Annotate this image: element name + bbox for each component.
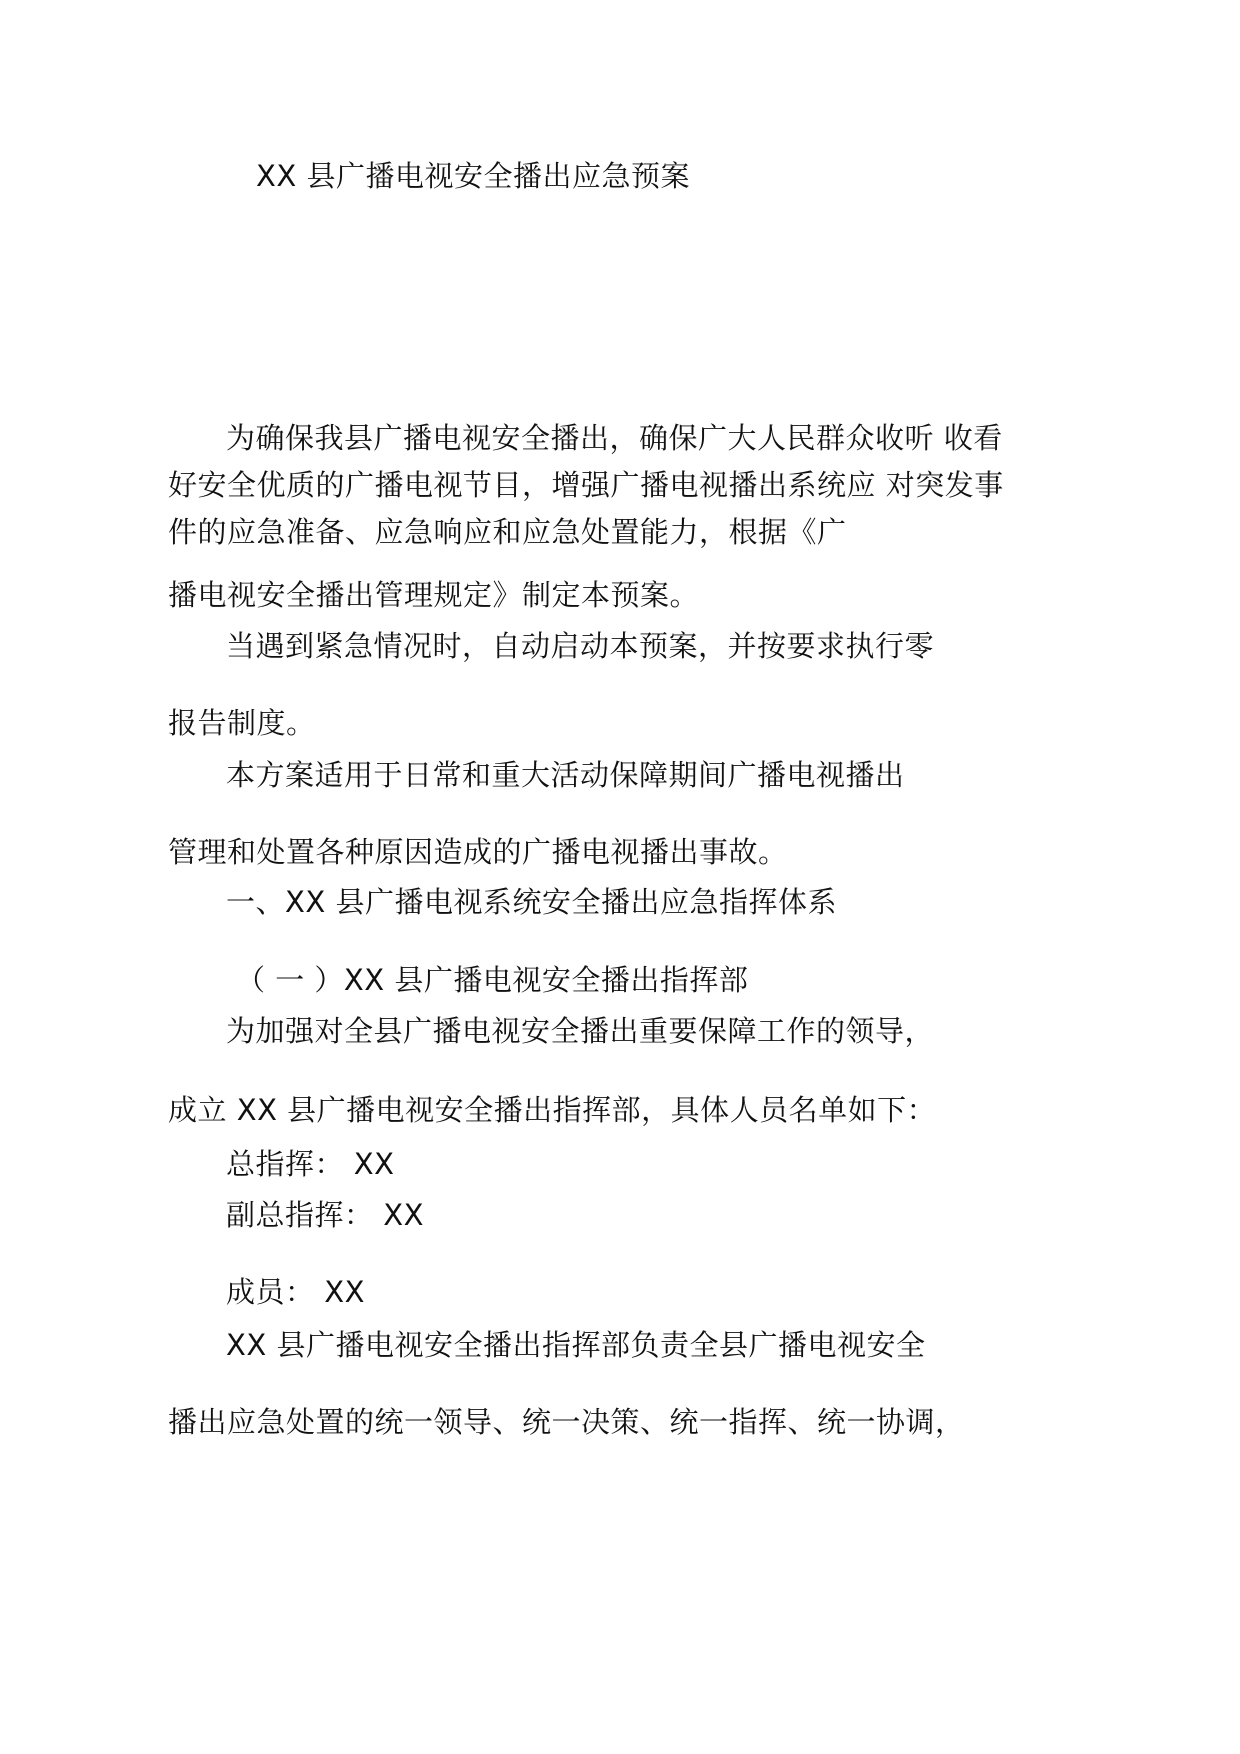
- intro-line-1: 为确保我县广播电视安全播出，确保广大人民群众收听 收看: [226, 421, 1003, 455]
- scope-line-2: 管理和处置各种原因造成的广播电视播出事故。: [168, 835, 788, 869]
- commander-line: 总指挥： XX: [226, 1147, 395, 1181]
- duty-line-2: 播出应急处置的统一领导、统一决策、统一指挥、统一协调，: [168, 1405, 965, 1439]
- section-1-heading: 一、XX 县广播电视系统安全播出应急指挥体系: [226, 885, 837, 919]
- scope-line-1: 本方案适用于日常和重大活动保障期间广播电视播出: [226, 758, 905, 792]
- emergency-line-1: 当遇到紧急情况时，自动启动本预案，并按要求执行零: [226, 629, 935, 663]
- leadership-line-2: 成立 XX 县广播电视安全播出指挥部，具体人员名单如下：: [168, 1093, 937, 1127]
- intro-line-4: 播电视安全播出管理规定》制定本预案。: [168, 578, 700, 612]
- duty-line-1: XX 县广播电视安全播出指挥部负责全县广播电视安全: [226, 1328, 926, 1362]
- subsection-1-heading: （ 一 ）XX 县广播电视安全播出指挥部: [236, 963, 749, 997]
- deputy-commander-line: 副总指挥： XX: [226, 1198, 424, 1232]
- intro-line-3: 件的应急准备、应急响应和应急处置能力，根据《广: [168, 515, 847, 549]
- emergency-line-2: 报告制度。: [168, 706, 316, 740]
- members-line: 成员： XX: [226, 1275, 365, 1309]
- leadership-line-1: 为加强对全县广播电视安全播出重要保障工作的领导，: [226, 1014, 935, 1048]
- document-title: XX 县广播电视安全播出应急预案: [256, 159, 690, 193]
- intro-line-2: 好安全优质的广播电视节目，增强广播电视播出系统应 对突发事: [168, 468, 1004, 502]
